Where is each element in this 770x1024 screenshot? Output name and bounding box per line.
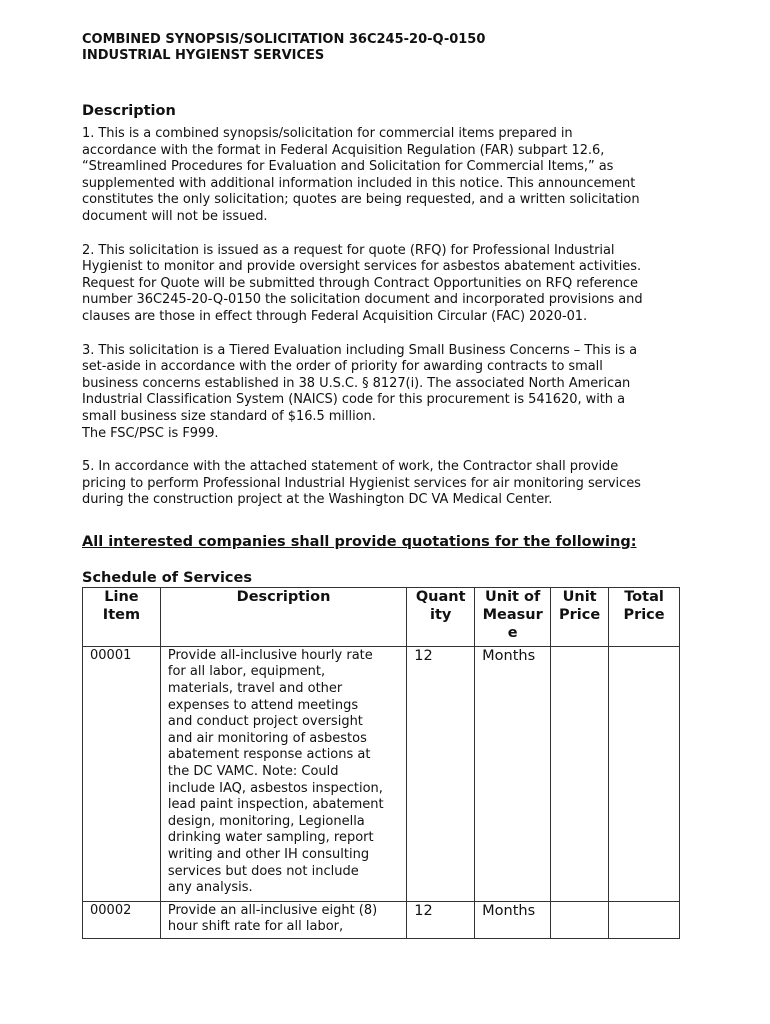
para-line: business concerns established in 38 U.S.C. § 8127(i). The associated North American <box>82 375 631 391</box>
cell-line-item: 00001 <box>83 646 161 901</box>
cell-description: Provide an all-inclusive eight (8) hour shift rate for all labor, <box>160 901 406 938</box>
schedule-heading: Schedule of Services <box>82 569 252 586</box>
para-line: supplemented with additional information included in this notice. This announcement <box>82 175 636 191</box>
cell-unit-of-measure: Months <box>475 901 551 938</box>
table-row <box>83 646 680 901</box>
para-line: 2. This solicitation is issued as a request for quote (RFQ) for Professional Industrial <box>82 242 615 258</box>
para-line: 1. This is a combined synopsis/solicitation for commercial items prepared in <box>82 126 573 141</box>
para-line: set-aside in accordance with the order of priority for awarding contracts to small <box>82 359 603 375</box>
para-line: 5. In accordance with the attached statement of work, the Contractor shall provide <box>82 459 619 475</box>
para-line: Hygienist to monitor and provide oversight services for asbestos abatement activities. <box>82 259 642 275</box>
table-row <box>83 901 680 938</box>
para-line: clauses are those in effect through Federal Acquisition Circular (FAC) 2020-01. <box>82 308 588 324</box>
quotation-instruction-heading: All interested companies shall provide quotations for the following: <box>82 533 637 550</box>
col-header-unit-price: Unit Price <box>551 587 609 646</box>
cell-line-item: 00002 <box>83 901 161 938</box>
cell-quantity: 12 <box>407 901 475 938</box>
paragraph-1 <box>82 126 686 226</box>
schedule-table <box>82 587 680 939</box>
col-header-description: Description <box>160 587 406 646</box>
cell-quantity: 12 <box>407 646 475 901</box>
para-line: accordance with the format in Federal Acquisition Regulation (FAR) subpart 12.6, <box>82 142 605 158</box>
para-line: document will not be issued. <box>82 208 268 224</box>
para-line: The FSC/PSC is F999. <box>82 425 219 441</box>
cell-unit-of-measure: Months <box>475 646 551 901</box>
cell-total-price <box>609 901 680 938</box>
solicitation-title <box>82 32 686 64</box>
col-header-total-price: Total Price <box>609 587 680 646</box>
para-line: during the construction project at the Washington DC VA Medical Center. <box>82 492 553 508</box>
cell-unit-price <box>551 901 609 938</box>
cell-total-price <box>609 646 680 901</box>
para-line: constitutes the only solicitation; quotes are being requested, and a written solicitation <box>82 192 640 208</box>
document-page <box>82 32 686 939</box>
para-line: Industrial Classification System (NAICS) code for this procurement is 541620, with a <box>82 392 625 408</box>
title-line-2: INDUSTRIAL HYGIENST SERVICES <box>82 48 325 63</box>
col-header-quantity: Quant ity <box>407 587 475 646</box>
description-heading: Description <box>82 103 176 119</box>
cell-description: Provide all-inclusive hourly rate for all labor, equipment, materials, travel and other expenses to attend meetings and conduct project oversight and air monitoring of asbestos abatement response actions at the DC VAMC. Note: Could include IAQ, asbestos inspection, lead paint inspection, abatement design, monitoring, Legionella drinking water sampling, report writing and other IH consulting services but does not include any analysis. <box>160 646 406 901</box>
table-header-row <box>83 587 680 646</box>
para-line: Request for Quote will be submitted through Contract Opportunities on RFQ reference <box>82 275 638 291</box>
para-line: small business size standard of $16.5 million. <box>82 408 376 424</box>
cell-unit-price <box>551 646 609 901</box>
paragraph-3 <box>82 343 686 443</box>
paragraph-5 <box>82 459 686 509</box>
para-line: 3. This solicitation is a Tiered Evaluation including Small Business Concerns – This is a <box>82 342 638 358</box>
col-header-unit-of-measure: Unit of Measur e <box>475 587 551 646</box>
paragraph-2 <box>82 243 686 326</box>
para-line: “Streamlined Procedures for Evaluation and Solicitation for Commercial Items,” as <box>82 159 614 175</box>
para-line: number 36C245-20-Q-0150 the solicitation document and incorporated provisions and <box>82 292 643 308</box>
title-line-1: COMBINED SYNOPSIS/SOLICITATION 36C245-20-Q-0150 <box>82 32 486 47</box>
para-line: pricing to perform Professional Industrial Hygienist services for air monitoring services <box>82 475 641 491</box>
col-header-line-item: Line Item <box>83 587 161 646</box>
